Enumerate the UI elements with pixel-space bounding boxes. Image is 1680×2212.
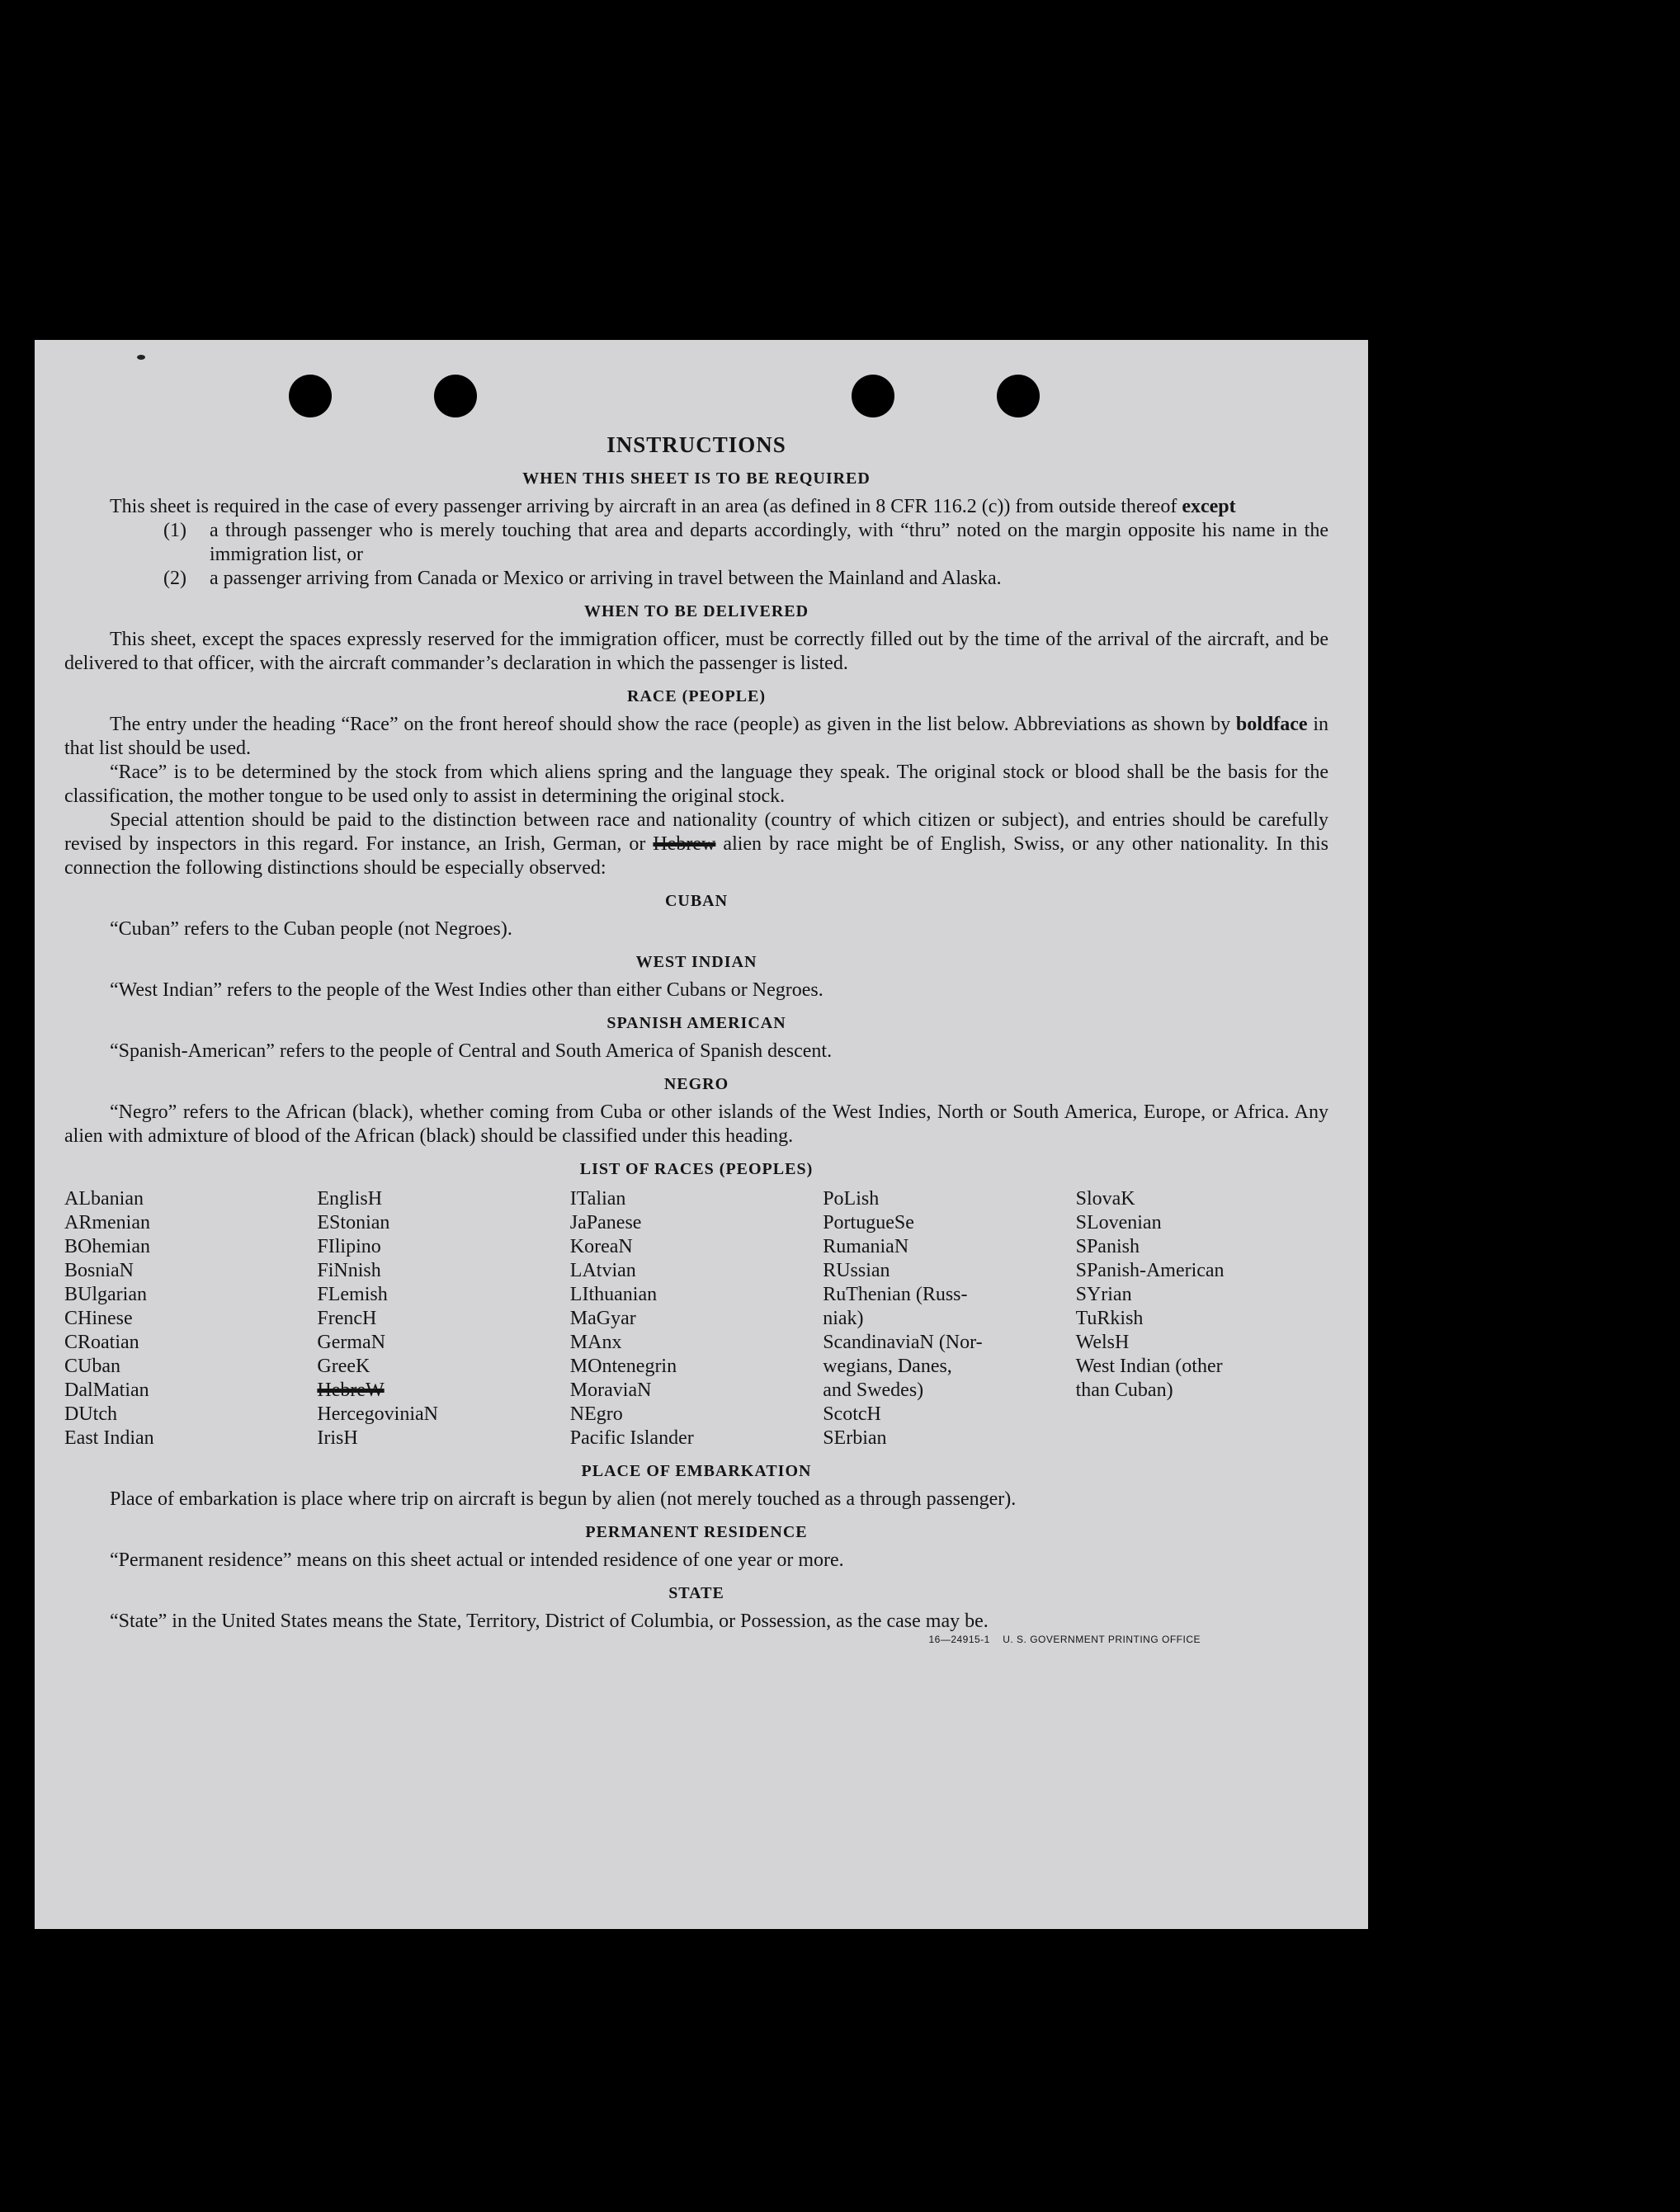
race-entry: WelsH [1075, 1332, 1130, 1353]
race-entry: West Indian (other than Cuban) [1075, 1356, 1223, 1401]
state-text: “State” in the United States means the State, Territory, District of Columbia, or Possession, as the case may be. [110, 1611, 989, 1632]
race-entry: DUtch [64, 1403, 117, 1425]
race-entry: GreeK [317, 1356, 370, 1377]
race-entry: FrencH [317, 1308, 377, 1329]
race-entry: FLemish [317, 1284, 388, 1305]
page-title: INSTRUCTIONS [606, 432, 786, 457]
race-entry: ITalian [569, 1188, 626, 1210]
printer-name: U. S. GOVERNMENT PRINTING OFFICE [1003, 1634, 1201, 1645]
punch-hole [434, 375, 477, 417]
struck-word: Hebrew [653, 833, 716, 855]
race-entry: LAtvian [569, 1260, 636, 1281]
west-indian-text: “West Indian” refers to the people of the West Indies other than either Cubans or Negroes. [110, 979, 823, 1001]
race-entry: GermaN [317, 1332, 386, 1353]
section-heading-spanish-american: SPANISH AMERICAN [606, 1014, 786, 1032]
race-entry: RuThenian (Russ- niak) [823, 1284, 968, 1329]
section-heading-required: WHEN THIS SHEET IS TO BE REQUIRED [522, 469, 871, 488]
race-entry: LIthuanian [569, 1284, 658, 1305]
race-entry: FiNnish [317, 1260, 381, 1281]
race-entry: MAnx [569, 1332, 622, 1353]
cuban-text: “Cuban” refers to the Cuban people (not Negroes). [110, 918, 512, 940]
race-entry: EnglisH [317, 1188, 383, 1210]
races-column [570, 1187, 823, 1450]
race-paragraph: “Race” is to be determined by the stock from which aliens spring and the language they speak. The original stock or blood shall be the basis for the classification, the mother tongue to be used only to assist in determining the original stock. [64, 762, 1328, 807]
section-heading-delivered: WHEN TO BE DELIVERED [583, 602, 809, 620]
scan-speck [137, 355, 145, 360]
race-entry: CHinese [64, 1308, 133, 1329]
race-entry: CUban [64, 1356, 120, 1377]
race-entry: EStonian [317, 1212, 390, 1233]
race-entry: SErbian [823, 1427, 887, 1449]
section-heading-list-of-races: LIST OF RACES (PEOPLES) [579, 1160, 814, 1178]
punch-hole [852, 375, 894, 417]
residence-text: “Permanent residence” means on this sheet actual or intended residence of one year or more. [110, 1549, 844, 1571]
delivered-text: This sheet, except the spaces expressly reserved for the immigration officer, must be correctly filled out by the time of the arrival of the aircraft, and be delivered to that officer, with the aircraft commander’s declaration in which the passenger is listed. [64, 629, 1328, 674]
race-entry: CRoatian [64, 1332, 139, 1353]
race-entry: ARmenian [64, 1212, 150, 1233]
race-paragraph: Special attention should be paid to the distinction between race and nationality (country of which citizen or subject), and entries should be carefully revised by inspectors in this regard. For instance, an Irish, German, or Hebrew alien by race might be of English, Swiss, or any other nationality. In this connection the following distinctions should be especially observed: [64, 809, 1329, 879]
races-column [823, 1187, 1075, 1450]
race-entry: BUlgarian [64, 1284, 147, 1305]
races-column [64, 1187, 317, 1450]
section-heading-state: STATE [668, 1584, 724, 1602]
required-intro: This sheet is required in the case of every passenger arriving by aircraft in an area (as defined in 8 CFR 116.2 (c)) from outside thereof except [110, 496, 1236, 517]
race-entry: RUssian [823, 1260, 890, 1281]
race-entry: ALbanian [64, 1188, 144, 1210]
race-entry: East Indian [64, 1427, 154, 1449]
race-entry: SPanish-American [1075, 1260, 1225, 1281]
race-entry: SPanish [1075, 1236, 1140, 1257]
document-sheet [35, 340, 1368, 1929]
race-entry: KoreaN [569, 1236, 633, 1257]
race-entry: JaPanese [569, 1212, 642, 1233]
race-entry: SLovenian [1075, 1212, 1162, 1233]
race-entry: SYrian [1075, 1284, 1132, 1305]
race-entry: ScandinaviaN (Nor- wegians, Danes, and Swedes) [823, 1332, 983, 1401]
punch-hole [997, 375, 1040, 417]
printer-imprint [928, 1634, 1328, 1645]
race-entry: MOntenegrin [569, 1356, 677, 1377]
race-entry: HercegoviniaN [317, 1403, 438, 1425]
race-entry: MoraviaN [569, 1380, 652, 1401]
race-entry: ScotcH [823, 1403, 881, 1425]
race-entry: SlovaK [1075, 1188, 1135, 1210]
exception-item: (1) a through passenger who is merely touching that area and departs accordingly, with “thru” noted on the margin opposite his name in the immigration list, or [163, 520, 1328, 565]
form-number: 16—24915-1 [928, 1634, 990, 1645]
spanish-american-text: “Spanish-American” refers to the people of Central and South America of Spanish descent. [110, 1040, 833, 1062]
embarkation-text: Place of embarkation is place where trip on aircraft is begun by alien (not merely touched as a through passenger). [110, 1488, 1017, 1510]
section-heading-west-indian: WEST INDIAN [635, 953, 757, 971]
punch-hole [289, 375, 332, 417]
race-entry: BosniaN [64, 1260, 134, 1281]
race-entry: BOhemian [64, 1236, 150, 1257]
section-heading-cuban: CUBAN [664, 892, 729, 910]
race-entry: IrisH [317, 1427, 358, 1449]
race-entry: HebreW [317, 1380, 385, 1401]
races-column [317, 1187, 569, 1450]
race-entry: PortugueSe [823, 1212, 914, 1233]
races-list [64, 1187, 1328, 1450]
race-entry: RumaniaN [823, 1236, 909, 1257]
race-entry: NEgro [569, 1403, 623, 1425]
exception-item: (2) a passenger arriving from Canada or Mexico or arriving in travel between the Mainland and Alaska. [163, 568, 1002, 589]
race-entry: Pacific Islander [569, 1427, 694, 1449]
section-heading-embarkation: PLACE OF EMBARKATION [581, 1462, 812, 1480]
race-entry: DalMatian [64, 1380, 149, 1401]
section-heading-negro: NEGRO [663, 1075, 729, 1093]
race-entry: MaGyar [569, 1308, 636, 1329]
race-paragraph: The entry under the heading “Race” on the front hereof should show the race (people) as given in the list below. Abbreviations as shown by boldface in that list should be used. [64, 714, 1328, 759]
section-heading-race: RACE (PEOPLE) [627, 687, 766, 705]
section-heading-residence: PERMANENT RESIDENCE [585, 1523, 808, 1541]
race-entry: FIlipino [317, 1236, 381, 1257]
races-column [1076, 1187, 1328, 1450]
race-entry: PoLish [823, 1188, 880, 1210]
form-footer [64, 1634, 1328, 1645]
negro-text: “Negro” refers to the African (black), whether coming from Cuba or other islands of the West Indies, North or South America, Europe, or Africa. Any alien with admixture of blood of the African (black) should be classified under this heading. [64, 1101, 1328, 1147]
race-entry: TuRkish [1075, 1308, 1144, 1329]
